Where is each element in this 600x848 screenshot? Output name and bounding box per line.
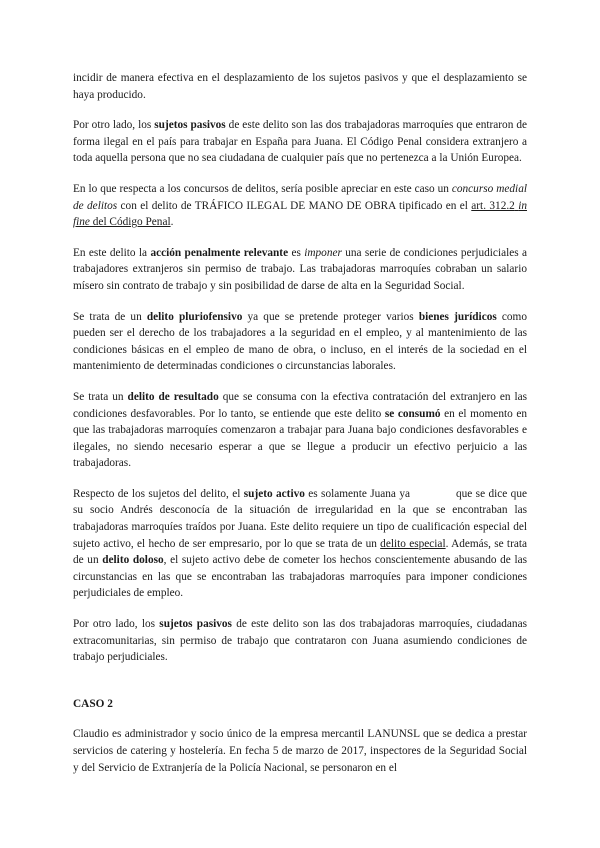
- paragraph-text: .: [170, 216, 174, 229]
- italic-term: imponer: [304, 246, 342, 259]
- paragraph-text: en el momento en que las trabajadoras marroquíes comenzaron a trabajar para Juana bajo condiciones desfavorables e ilegales, no siendo necesario esperar a que se llegue a producir un efectivo perjuicio a las trabajadoras.: [73, 407, 527, 470]
- paragraph-4: [73, 245, 527, 295]
- paragraph-text: Respecto de los sujetos del delito, el: [73, 487, 244, 500]
- paragraph-1: [73, 70, 527, 103]
- case-paragraph: [73, 726, 527, 776]
- bold-term: sujetos pasivos: [159, 618, 232, 631]
- bold-term: se consumó: [384, 407, 441, 420]
- bold-term: delito pluriofensivo: [146, 310, 243, 323]
- paragraph-text: En este delito la: [73, 246, 151, 259]
- bold-term: bienes jurídicos: [418, 310, 497, 323]
- bold-term: delito doloso: [102, 554, 164, 567]
- paragraph-3: [73, 181, 527, 231]
- paragraph-text: En lo que respecta a los concursos de delitos, sería posible apreciar en este caso un: [73, 182, 452, 195]
- article-ref: art. 312.2: [471, 199, 515, 212]
- bold-term: delito de resultado: [127, 390, 219, 403]
- paragraph-text: una serie de condiciones perjudiciales a trabajadores extranjeros sin permiso de trabajo. Las trabajadoras marroquíes cobraban un salario mísero sin contrato de trabajo y sin posibilidad de darse de alta en la Seguridad Social.: [73, 246, 528, 292]
- paragraph-text: ya que se pretende proteger varios: [242, 310, 419, 323]
- paragraph-text: es: [288, 246, 305, 259]
- paragraph-text: Se trata un: [73, 390, 128, 403]
- paragraph-text: es solamente Juana ya: [304, 487, 410, 500]
- paragraph-text: con el delito de TRÁFICO ILEGAL DE MANO DE OBRA tipificado en el: [117, 199, 472, 212]
- case-heading: CASO 2: [73, 697, 113, 710]
- code-ref: del Código Penal: [89, 216, 171, 229]
- italic-term: in fine: [73, 199, 528, 229]
- paragraph-2: [73, 117, 527, 167]
- paragraph-text: que se dice que su socio Andrés desconocía de la situación de irregularidad en la que se encontraban las trabajadoras marroquíes traídos por Juana. Este delito requiere un tipo de cualificación especial del sujeto activo, el hecho de ser empresario, por lo que se trata de un: [73, 487, 527, 550]
- bold-term: sujeto activo: [243, 487, 305, 500]
- paragraph-5: [73, 309, 527, 375]
- paragraph-text: que se consuma con la efectiva contratación del extranjero en las condiciones desfavorables. Por lo tanto, se entiende que este delito: [73, 390, 527, 420]
- paragraph-text: Claudio es administrador y socio único de la empresa mercantil LANUNSL que se dedica a prestar servicios de catering y hostelería. En fecha 5 de marzo de 2017, inspectores de la Seguridad Social y del Servicio de Extranjería de la Policía Nacional, se personaron en el: [73, 728, 527, 774]
- italic-term: concurso medial de delitos: [73, 182, 527, 212]
- bold-term: acción penalmente relevante: [150, 246, 289, 259]
- bold-term: sujetos pasivos: [154, 119, 226, 132]
- paragraph-text: de este delito son las dos trabajadoras marroquíes, ciudadanas extracomunitarias, sin permiso de trabajo que contrataron con Juana asumiendo condiciones de trabajo perjudiciales.: [73, 618, 527, 664]
- paragraph-text: Por otro lado, los: [73, 119, 155, 132]
- paragraph-text: , el sujeto activo debe de cometer los hechos conscientemente abusando de las circunstancias en las que se encontraban las trabajadoras marroquíes para imponer condiciones perjudiciales de empleo.: [73, 554, 527, 600]
- underlined-term: delito especial: [380, 537, 446, 550]
- paragraph-text: Por otro lado, los: [73, 618, 160, 631]
- paragraph-text: . Además, se trata de un: [73, 537, 527, 567]
- paragraph-7: [73, 486, 527, 602]
- paragraph-6: [73, 389, 527, 472]
- paragraph-text: de este delito son las dos trabajadoras marroquíes que entraron de forma ilegal en el país para trabajar en España para Juana. El Código Penal considera extranjero a toda aquella persona que no sea ciudadana de cualquier país que no pertenezca a la Unión Europea.: [73, 119, 527, 165]
- paragraph-8: [73, 616, 527, 666]
- paragraph-text: incidir de manera efectiva en el desplazamiento de los sujetos pasivos y que el desplazamiento se haya producido.: [73, 72, 527, 101]
- paragraph-text: Se trata de un: [73, 310, 147, 323]
- paragraph-text: como pueden ser el derecho de los trabajadores a la seguridad en el empleo, y al mantenimiento de las condiciones básicas en el empleo de mano de obra, o incluso, en el interés de la sociedad en el mantenimiento de determinadas condiciones o circunstancias laborales.: [73, 310, 527, 373]
